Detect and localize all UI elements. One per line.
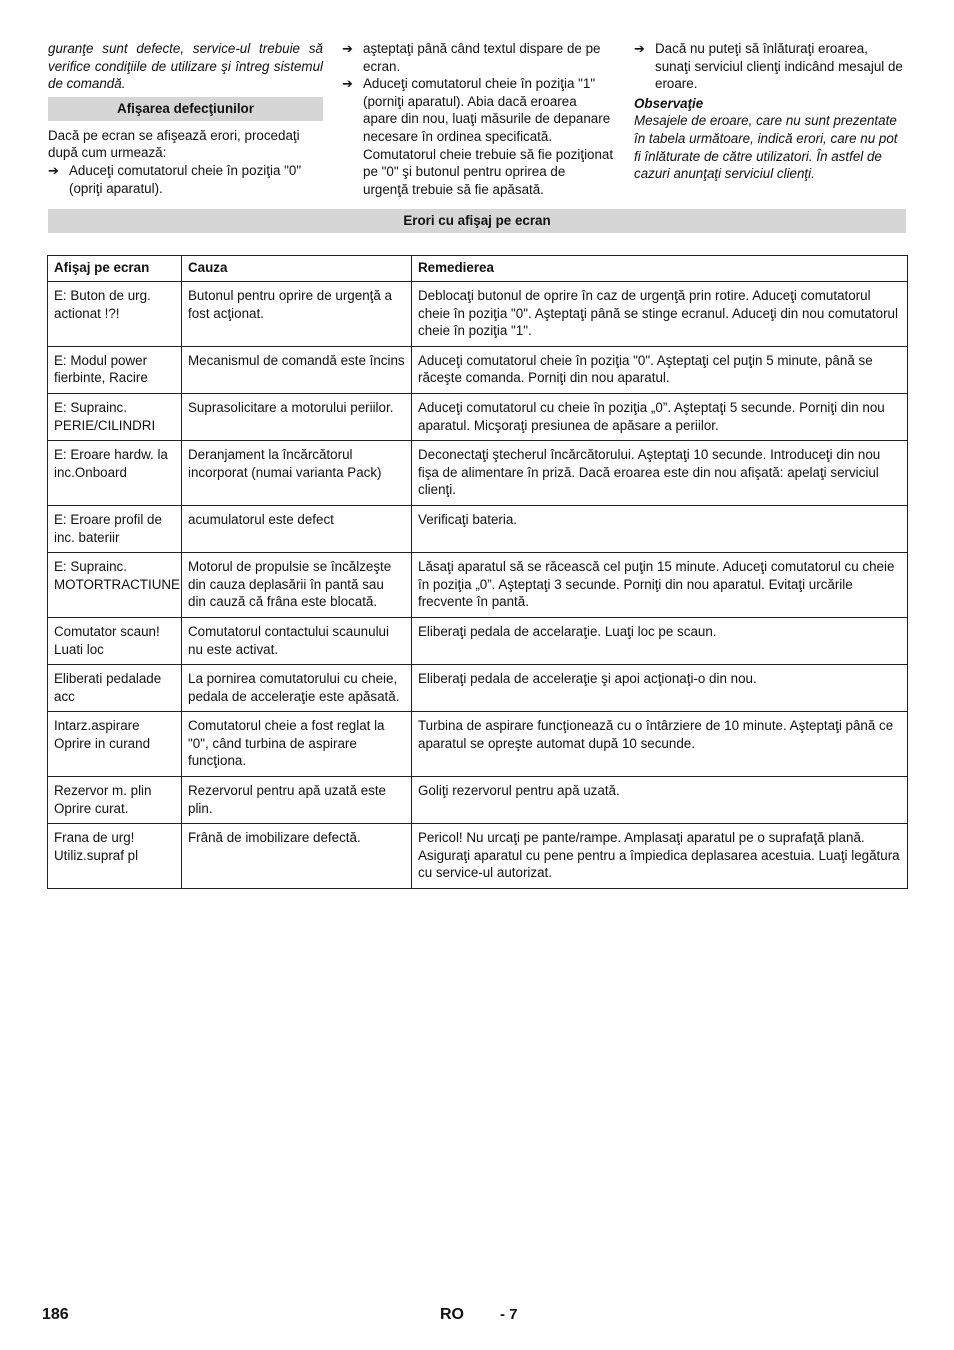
cell-remedy: Pericol! Nu urcaţi pe pante/rampe. Amplasaţi aparatul pe o suprafaţă plană. Asiguraţi aparatul cu pene pentru a împiedica deplasarea acestuia. Luaţi legătura cu service-ul autorizat.	[412, 824, 908, 889]
step-text: Dacă nu puteţi să înlăturaţi eroarea, sunaţi serviciul clienţi indicând mesajul de eroare.	[655, 41, 903, 92]
cell-cause: Mecanismul de comandă este încins	[182, 346, 412, 393]
step-item	[342, 75, 614, 198]
cell-cause: Comutatorul contactului scaunului nu este activat.	[182, 617, 412, 664]
table-header-row	[48, 256, 908, 282]
cell-display: Frana de urg! Utiliz.supraf pl	[48, 824, 182, 889]
table-row	[48, 824, 908, 889]
intro-text: guranţe sunt defecte, service-ul trebuie să verifice condiţiile de utilizare şi întreg sistemul de comandă.	[48, 41, 323, 92]
section-number: - 7	[500, 1306, 518, 1323]
cell-remedy: Aduceţi comutatorul cu cheie în poziţia „0”. Aşteptaţi 5 secunde. Porniţi din nou aparatul. Micşoraţi presiunea de apăsare a periilor.	[412, 393, 908, 440]
arrow-right-icon: ➔	[342, 41, 353, 56]
cell-display: E: Modul power fierbinte, Racire	[48, 346, 182, 393]
step-item	[342, 40, 614, 75]
left-column	[48, 40, 323, 197]
cell-remedy: Verificaţi bateria.	[412, 505, 908, 552]
table-row	[48, 665, 908, 712]
cell-cause: Frână de imobilizare defectă.	[182, 824, 412, 889]
page-number: 186	[42, 1306, 69, 1323]
table-row	[48, 505, 908, 552]
cell-display: Comutator scaun! Luati loc	[48, 617, 182, 664]
step-item	[48, 162, 323, 197]
step-item	[634, 40, 906, 93]
cell-cause: Deranjament la încărcătorul incorporat (numai varianta Pack)	[182, 441, 412, 506]
table-row	[48, 282, 908, 347]
table-row	[48, 617, 908, 664]
arrow-right-icon: ➔	[342, 76, 353, 92]
table-row	[48, 393, 908, 440]
cell-remedy: Eliberaţi pedala de accelaraţie. Luaţi loc pe scaun.	[412, 617, 908, 664]
cell-display: Eliberati pedalade acc	[48, 665, 182, 712]
cell-cause: Comutatorul cheie a fost reglat la "0", când turbina de aspirare funcţiona.	[182, 712, 412, 777]
cell-remedy: Eliberaţi pedala de acceleraţie şi apoi acţionaţi-o din nou.	[412, 665, 908, 712]
errors-table	[47, 255, 908, 889]
instructions-paragraph: Dacă pe ecran se afişează erori, procedaţi după cum urmează:	[48, 127, 300, 161]
cell-display: Intarz.aspirare Oprire in curand	[48, 712, 182, 777]
cell-display: E: Suprainc. MOTORTRACTIUNE	[48, 553, 182, 618]
column-header-cause: Cauza	[182, 256, 412, 282]
arrow-right-icon: ➔	[634, 41, 645, 56]
cell-remedy: Lăsaţi aparatul să se răcească cel puţin 15 minute. Aduceţi comutatorul cu cheie în poziţia „0”. Aşteptaţi 3 secunde. Porniţi din nou aparatul. Evitaţi urcările frecvente în pantă.	[412, 553, 908, 618]
cell-display: E: Buton de urg. actionat !?!	[48, 282, 182, 347]
cell-cause: Motorul de propulsie se încălzeşte din cauza deplasării în pantă sau din cauză că frâna este blocată.	[182, 553, 412, 618]
table-row	[48, 553, 908, 618]
cell-cause: acumulatorul este defect	[182, 505, 412, 552]
cell-remedy: Deconectaţi ştecherul încărcătorului. Aşteptaţi 10 secunde. Introduceţi din nou fişa de alimentare în priză. Dacă eroarea este din nou afişată: apelaţi serviciul clienţi.	[412, 441, 908, 506]
table-row	[48, 441, 908, 506]
column-header-display: Afişaj pe ecran	[48, 256, 182, 282]
cell-cause: Butonul pentru oprire de urgenţă a fost acţionat.	[182, 282, 412, 347]
table-row	[48, 712, 908, 777]
cell-remedy: Turbina de aspirare funcţionează cu o întârziere de 10 minute. Aşteptaţi până ce aparatul se opreşte automat după 10 secunde.	[412, 712, 908, 777]
cell-cause: La pornirea comutatorului cu cheie, pedala de acceleraţie este apăsată.	[182, 665, 412, 712]
cell-cause: Suprasolicitare a motorului periilor.	[182, 393, 412, 440]
table-title: Erori cu afişaj pe ecran	[48, 209, 906, 233]
cell-display: Rezervor m. plin Oprire curat.	[48, 777, 182, 824]
cell-display: E: Eroare profil de inc. bateriir	[48, 505, 182, 552]
cell-remedy: Aduceţi comutatorul cheie în poziţia "0". Aşteptaţi cel puţin 5 minute, până se răceşte comanda. Porniţi din nou aparatul.	[412, 346, 908, 393]
column-header-remedy: Remedierea	[412, 256, 908, 282]
cell-remedy: Deblocaţi butonul de oprire în caz de urgenţă prin rotire. Aduceţi comutatorul cheie în poziţia "0". Aşteptaţi până se stinge ecranul. Aduceţi din nou comutatorul cheie în poziţia "1".	[412, 282, 908, 347]
step-text: Aduceţi comutatorul cheie în poziţia "0" (opriţi aparatul).	[69, 162, 302, 196]
step-text: Aduceţi comutatorul cheie în poziţia "1" (porniţi aparatul). Abia dacă eroarea apare din nou, luaţi măsurile de depanare necesare în ordinea specificată. Comutatorul cheie trebuie să fie poziţionat pe "0" şi butonul pentru oprirea de urgenţă trebuie să fie apăsată.	[363, 76, 614, 197]
language-code: RO	[440, 1306, 464, 1323]
table-row	[48, 777, 908, 824]
arrow-right-icon: ➔	[48, 162, 59, 178]
cell-display: E: Suprainc. PERIE/CILINDRI	[48, 393, 182, 440]
middle-column	[342, 40, 614, 198]
note-text: Mesajele de eroare, care nu sunt prezentate în tabela următoare, indică erori, care nu pot fi înlăturate de către utilizatori. În astfel de cazuri anunţaţi serviciul clienţi.	[634, 113, 898, 182]
right-column	[634, 40, 906, 183]
table-row	[48, 346, 908, 393]
cell-display: E: Eroare hardw. la inc.Onboard	[48, 441, 182, 506]
cell-cause: Rezervorul pentru apă uzată este plin.	[182, 777, 412, 824]
section-heading-display-errors: Afişarea defecţiunilor	[48, 97, 323, 121]
step-text: aşteptaţi până când textul dispare de pe ecran.	[363, 41, 601, 74]
note-title: Observaţie	[634, 95, 704, 111]
cell-remedy: Goliţi rezervorul pentru apă uzată.	[412, 777, 908, 824]
